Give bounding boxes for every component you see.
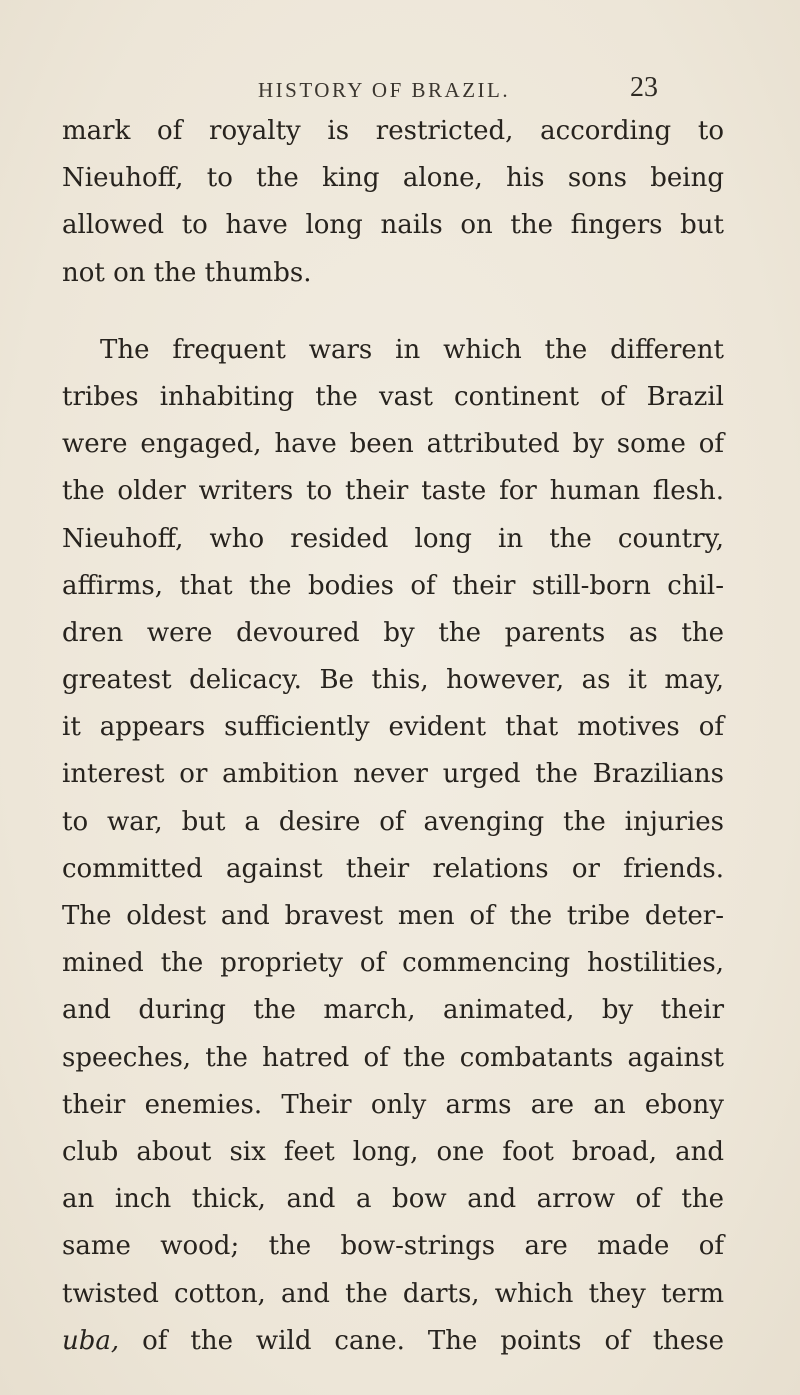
running-head bbox=[0, 72, 800, 112]
text-line: The oldest and bravest men of the tribe deter- bbox=[62, 901, 724, 931]
text-line: Nieuhoff, who resided long in the country, bbox=[62, 523, 724, 554]
text-line: twisted cotton, and the darts, which they term bbox=[62, 1278, 724, 1309]
text-line: their enemies. Their only arms are an ebony bbox=[62, 1089, 724, 1120]
text-line: and during the march, animated, by their bbox=[62, 995, 724, 1026]
text-line: The frequent wars in which the different bbox=[100, 334, 724, 365]
text-line: allowed to have long nails on the fingers but bbox=[62, 210, 724, 241]
text-line: committed against their relations or friends. bbox=[62, 853, 724, 884]
text-line: mined the propriety of commencing hostilities, bbox=[62, 948, 724, 979]
text-line: it appears sufficiently evident that motives of bbox=[62, 712, 724, 743]
text-line: interest or ambition never urged the Brazilians bbox=[62, 759, 724, 790]
running-title: HISTORY OF BRAZIL. bbox=[258, 78, 511, 102]
text-line: not on the thumbs. bbox=[62, 257, 312, 288]
text-line: club about six feet long, one foot broad, and bbox=[62, 1136, 724, 1167]
text-line: greatest delicacy. Be this, however, as it may, bbox=[62, 665, 724, 696]
text-body bbox=[62, 108, 724, 1365]
text-line: Nieuhoff, to the king alone, his sons being bbox=[62, 163, 724, 194]
italic-term: uba, bbox=[62, 1325, 120, 1356]
text-line: were engaged, have been attributed by some of bbox=[62, 429, 724, 460]
text-line: tribes inhabiting the vast continent of Brazil bbox=[62, 381, 724, 412]
text-line-final bbox=[62, 1318, 724, 1365]
text-line: same wood; the bow-strings are made of bbox=[62, 1231, 724, 1262]
text-line: speeches, the hatred of the combatants against bbox=[62, 1042, 724, 1073]
text-line: an inch thick, and a bow and arrow of the bbox=[62, 1184, 724, 1215]
page-number: 23 bbox=[630, 72, 658, 103]
text-line: affirms, that the bodies of their still-born chil- bbox=[62, 570, 724, 601]
text-line: mark of royalty is restricted, according to bbox=[62, 116, 724, 146]
text-line: dren were devoured by the parents as the bbox=[62, 617, 724, 648]
final-line-rest: of the wild cane. The points of these bbox=[119, 1325, 724, 1356]
text-line: the older writers to their taste for human flesh. bbox=[62, 476, 724, 507]
text-line: to war, but a desire of avenging the injuries bbox=[62, 806, 724, 837]
